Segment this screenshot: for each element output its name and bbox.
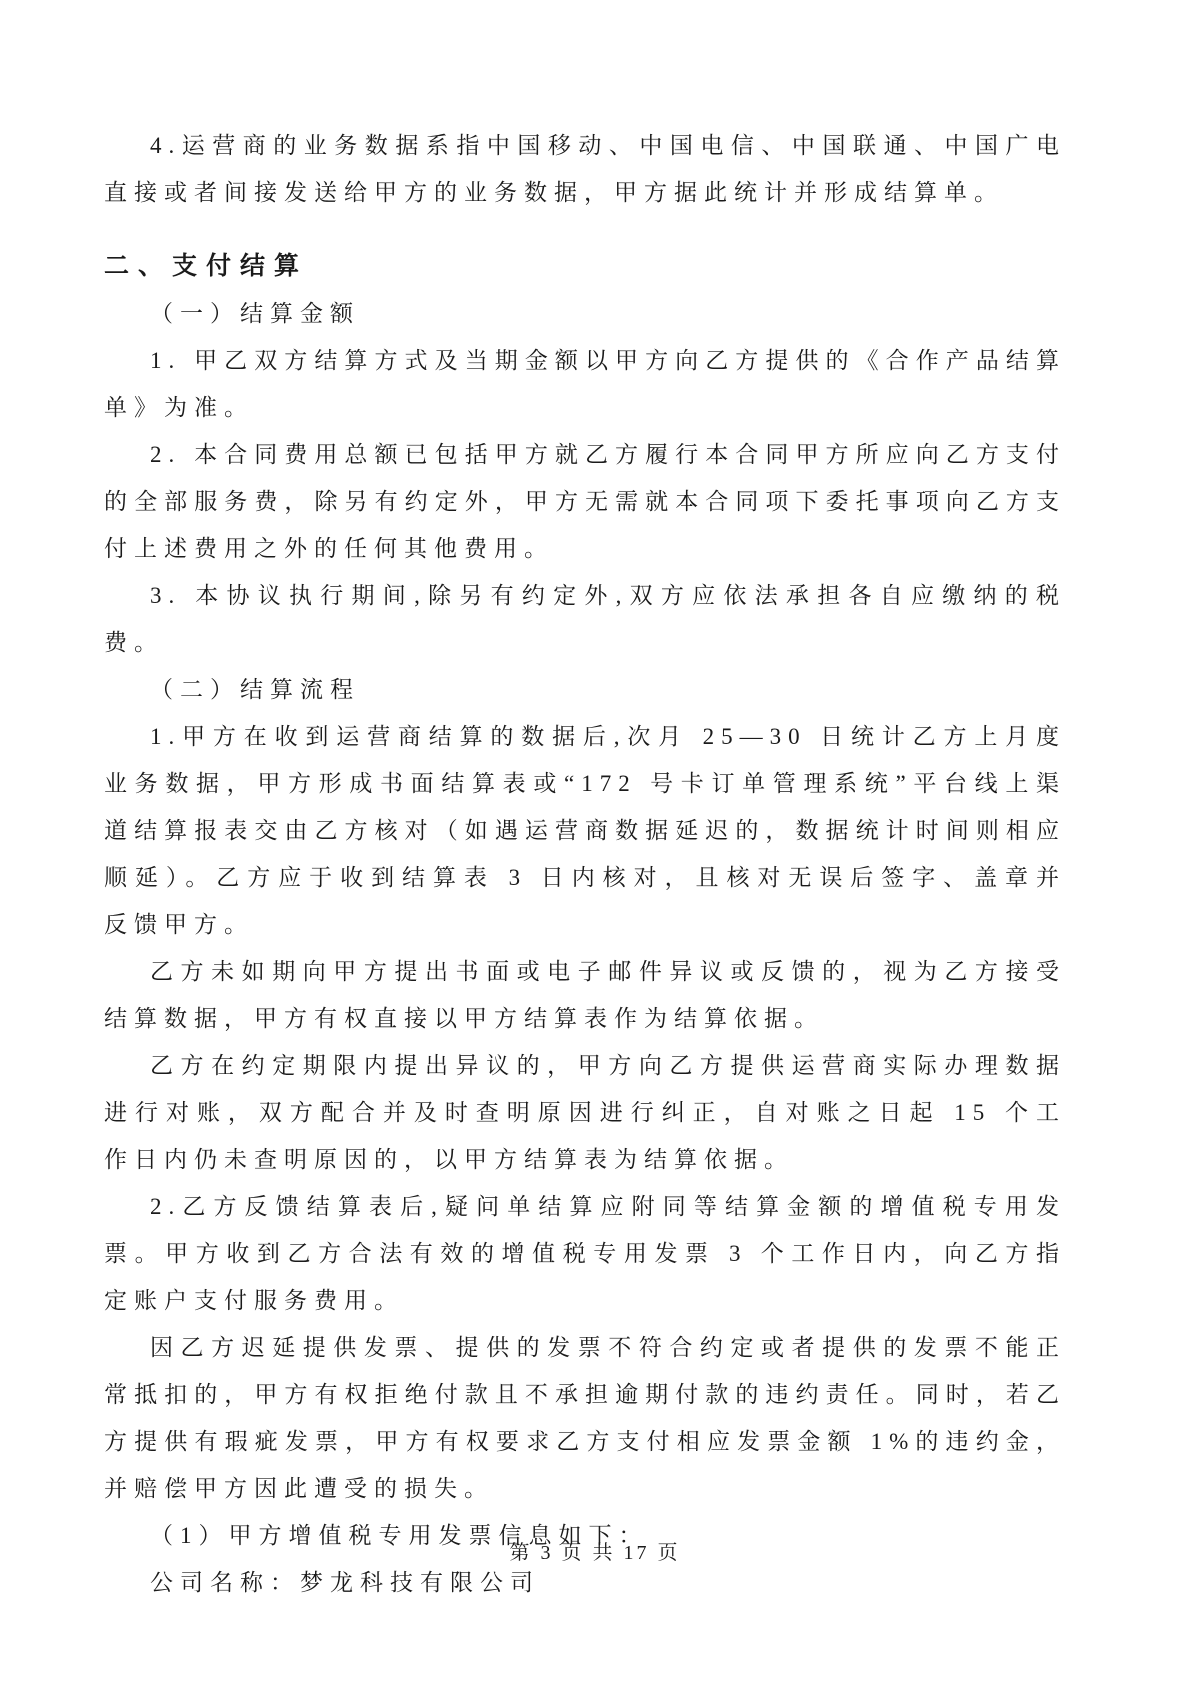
- subheading-settlement-amount: （一）结算金额: [150, 301, 360, 326]
- clause-invoice-requirement: 2.乙方反馈结算表后,疑问单结算应附同等结算金额的增值税专用发票。甲方收到乙方合法有效的增值税专用发票 3 个工作日内，向乙方指定账户支付服务费用。: [104, 1194, 1066, 1313]
- subheading-settlement-process: （二）结算流程: [150, 677, 360, 702]
- paragraph-no-objection: 乙方未如期向甲方提出书面或电子邮件异议或反馈的，视为乙方接受结算数据，甲方有权直接以甲方结算表作为结算依据。: [104, 959, 1066, 1031]
- clause-taxes: 3. 本协议执行期间,除另有约定外,双方应依法承担各自应缴纳的税费。: [104, 583, 1066, 655]
- paragraph-invoice-breach: 因乙方迟延提供发票、提供的发票不符合约定或者提供的发票不能正常抵扣的，甲方有权拒绝付款且不承担逾期付款的违约责任。同时，若乙方提供有瑕疵发票，甲方有权要求乙方支付相应发票金额 1%的违约金，并赔偿甲方因此遭受的损失。: [104, 1335, 1066, 1501]
- page-number-footer: 第 3 页 共 17 页: [509, 1542, 681, 1564]
- paragraph-invoice-info-intro: （1）甲方增值税专用发票信息如下：: [150, 1523, 649, 1548]
- clause-total-fee: 2. 本合同费用总额已包括甲方就乙方履行本合同甲方所应向乙方支付的全部服务费，除另有约定外，甲方无需就本合同项下委托事项向乙方支付上述费用之外的任何其他费用。: [104, 442, 1066, 561]
- clause-settlement-basis: 1. 甲乙双方结算方式及当期金额以甲方向乙方提供的《合作产品结算单》为准。: [104, 348, 1066, 420]
- document-body: [104, 122, 1066, 1606]
- heading-section-2-payment-settlement: 二、支付结算: [104, 253, 309, 280]
- paragraph-operator-business-data: 4.运营商的业务数据系指中国移动、中国电信、中国联通、中国广电直接或者间接发送给甲方的业务数据，甲方据此统计并形成结算单。: [104, 133, 1066, 205]
- paragraph-objection-reconciliation: 乙方在约定期限内提出异议的，甲方向乙方提供运营商实际办理数据进行对账，双方配合并及时查明原因进行纠正，自对账之日起 15 个工作日内仍未查明原因的，以甲方结算表为结算依据。: [104, 1053, 1066, 1172]
- clause-settlement-data-process: 1.甲方在收到运营商结算的数据后,次月 25—30 日统计乙方上月度业务数据，甲方形成书面结算表或“172 号卡订单管理系统”平台线上渠道结算报表交由乙方核对（如遇运营商数据延迟的，数据统计时间则相应顺延）。乙方应于收到结算表 3 日内核对，且核对无误后签字、盖章并反馈甲方。: [104, 724, 1067, 937]
- paragraph-company-name: 公司名称：梦龙科技有限公司: [150, 1570, 540, 1595]
